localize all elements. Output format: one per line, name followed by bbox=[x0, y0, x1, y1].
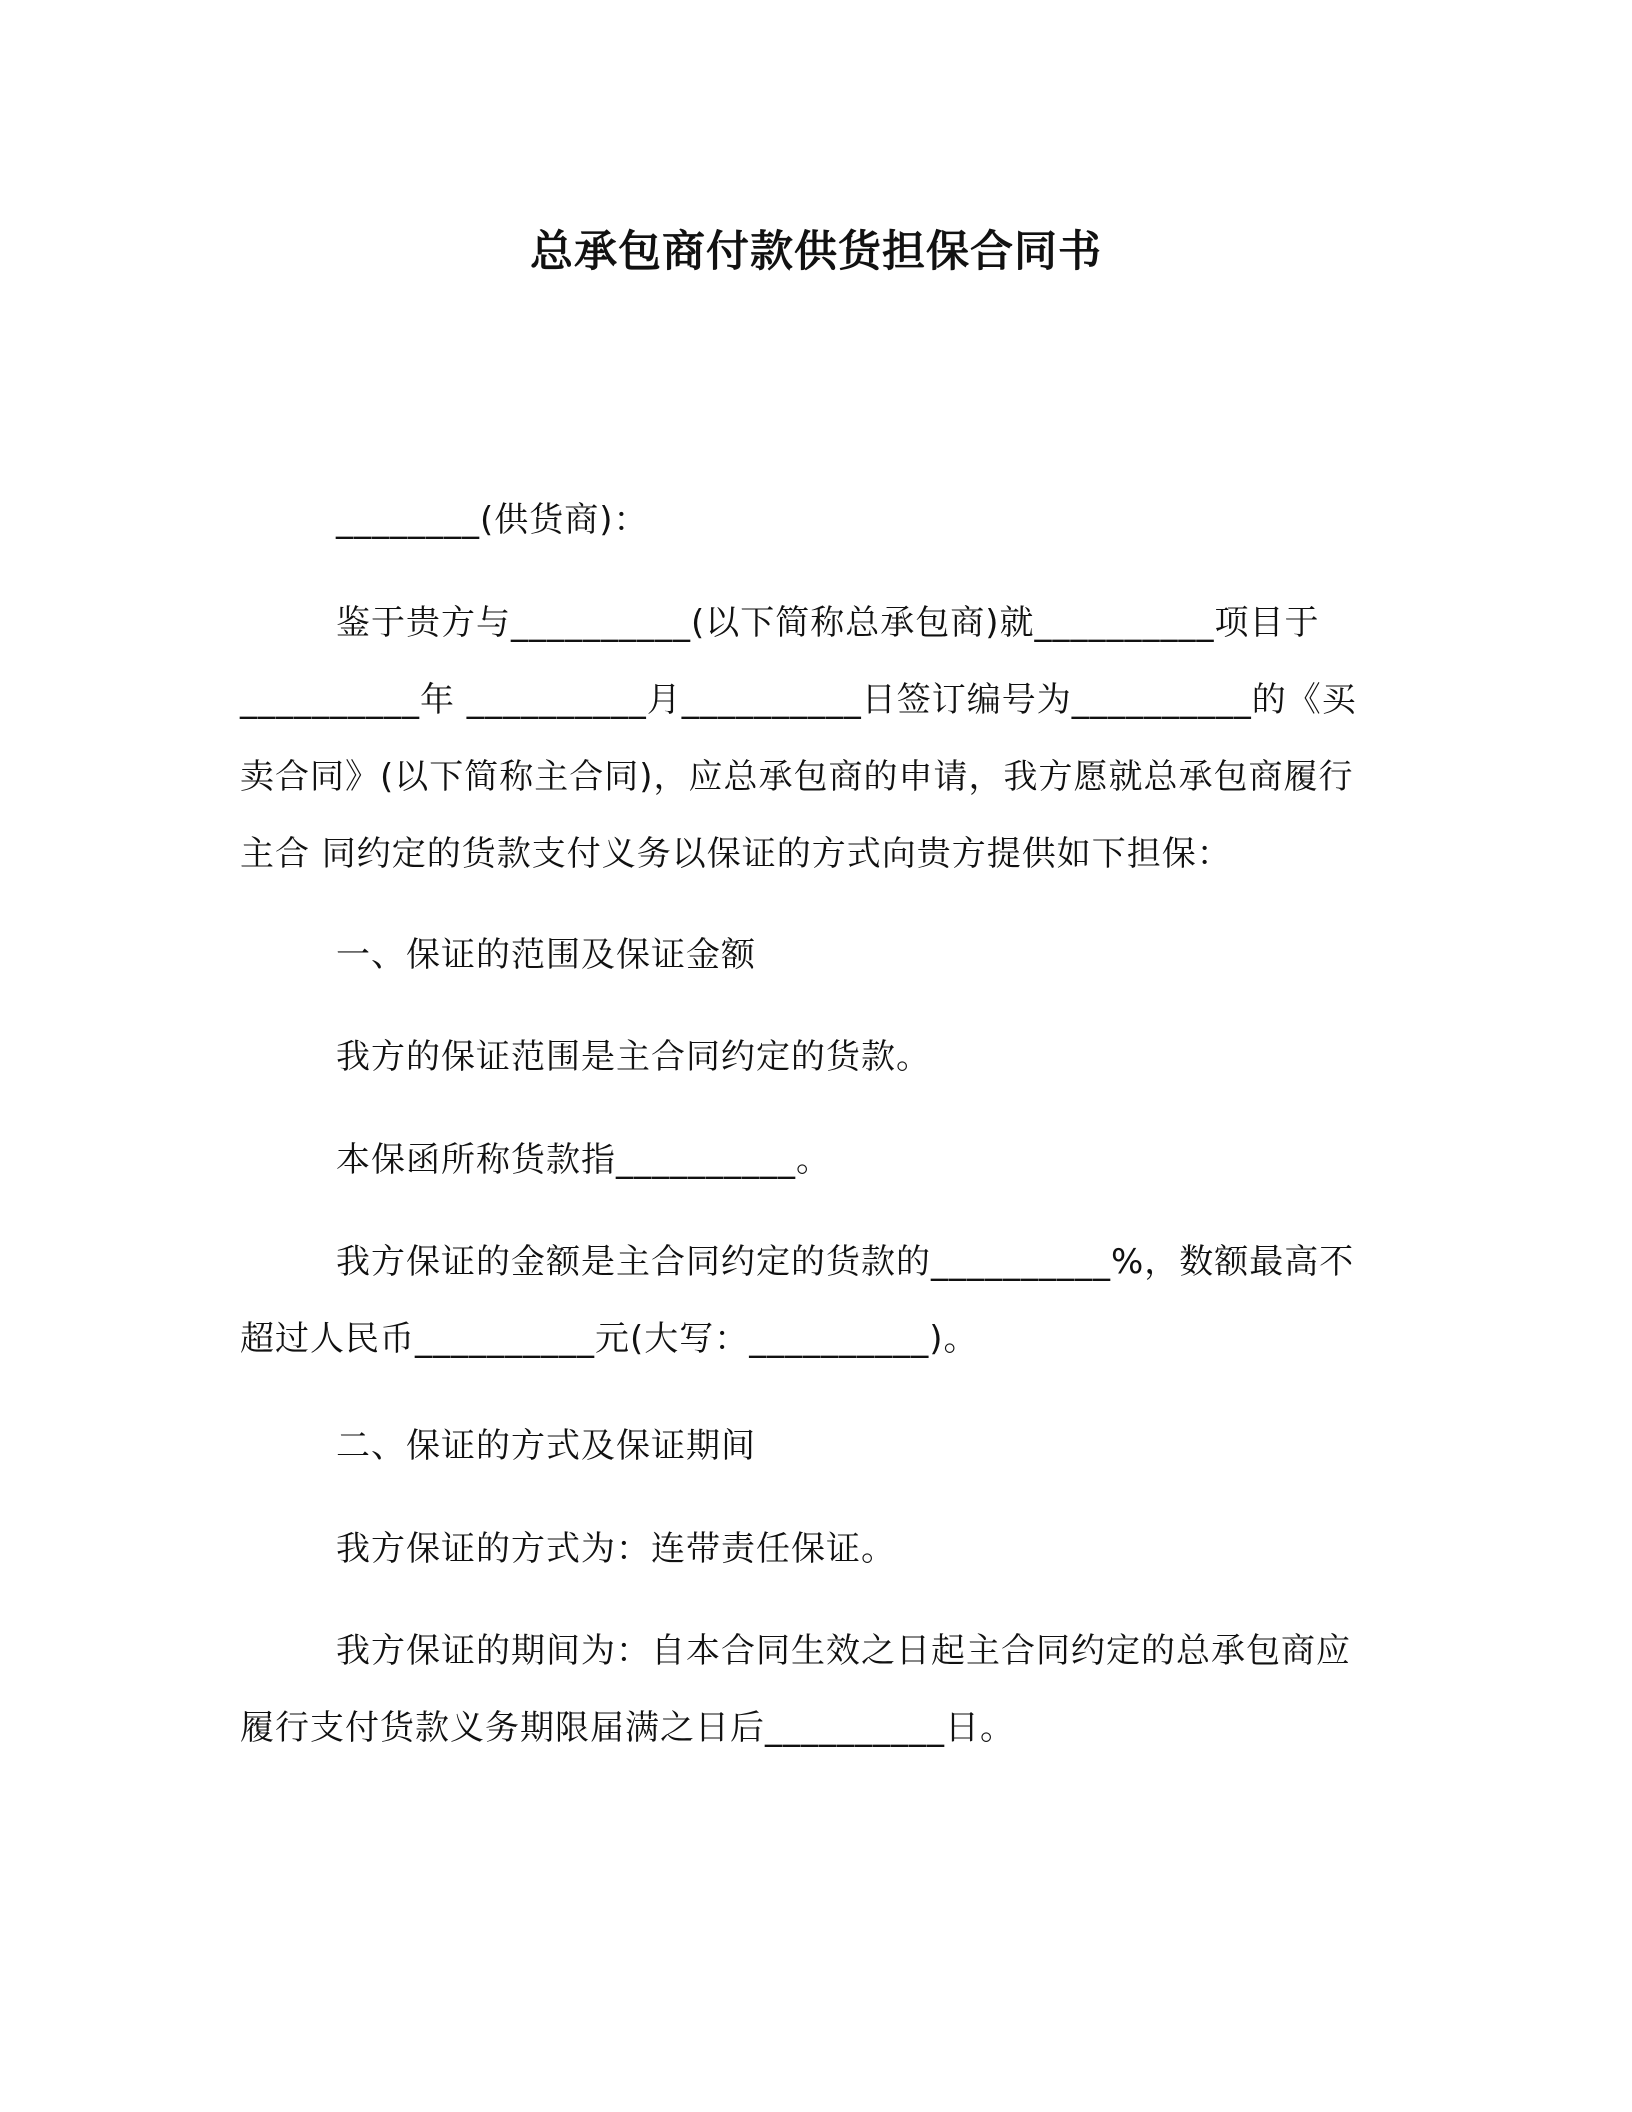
payment-definition-text: 本保函所称货款指__________。 bbox=[336, 1140, 831, 1180]
document-title: 总承包商付款供货担保合同书 bbox=[530, 227, 1102, 277]
paragraph-intro bbox=[240, 585, 1380, 893]
section-heading: 二、保证的方式及保证期间 bbox=[336, 1426, 756, 1466]
guarantee-amount-paragraph bbox=[240, 1224, 1380, 1378]
guarantee-period-paragraph bbox=[240, 1613, 1380, 1767]
section-one-heading bbox=[240, 917, 1380, 994]
intro-text: 鉴于贵方与__________(以下简称总承包商)就__________项目于__________年 __________月__________日签订编号为__________的《买卖合同》(以下简称主合同)，应总承包商的申请，我方愿就总承包商履行主合 同约定的货款支付义务以保证的方式向贵方提供如下担保： bbox=[240, 603, 1357, 874]
guarantee-amount-text: 我方保证的金额是主合同约定的货款的__________%，数额最高不超过人民币__________元(大写：__________)。 bbox=[240, 1242, 1355, 1359]
salutation: ________(供货商)： bbox=[336, 500, 649, 540]
guarantee-method-paragraph bbox=[240, 1511, 1380, 1588]
guarantee-period-text: 我方保证的期间为：自本合同生效之日起主合同约定的总承包商应履行支付货款义务期限届满之日后__________日。 bbox=[240, 1631, 1351, 1748]
guarantee-method-text: 我方保证的方式为：连带责任保证。 bbox=[336, 1529, 896, 1569]
section-two-heading bbox=[240, 1408, 1380, 1485]
document-body bbox=[240, 482, 1380, 559]
scope-paragraph bbox=[240, 1019, 1380, 1096]
section-heading: 一、保证的范围及保证金额 bbox=[336, 935, 756, 975]
scope-text: 我方的保证范围是主合同约定的货款。 bbox=[336, 1037, 931, 1077]
payment-definition-paragraph bbox=[240, 1122, 1380, 1199]
